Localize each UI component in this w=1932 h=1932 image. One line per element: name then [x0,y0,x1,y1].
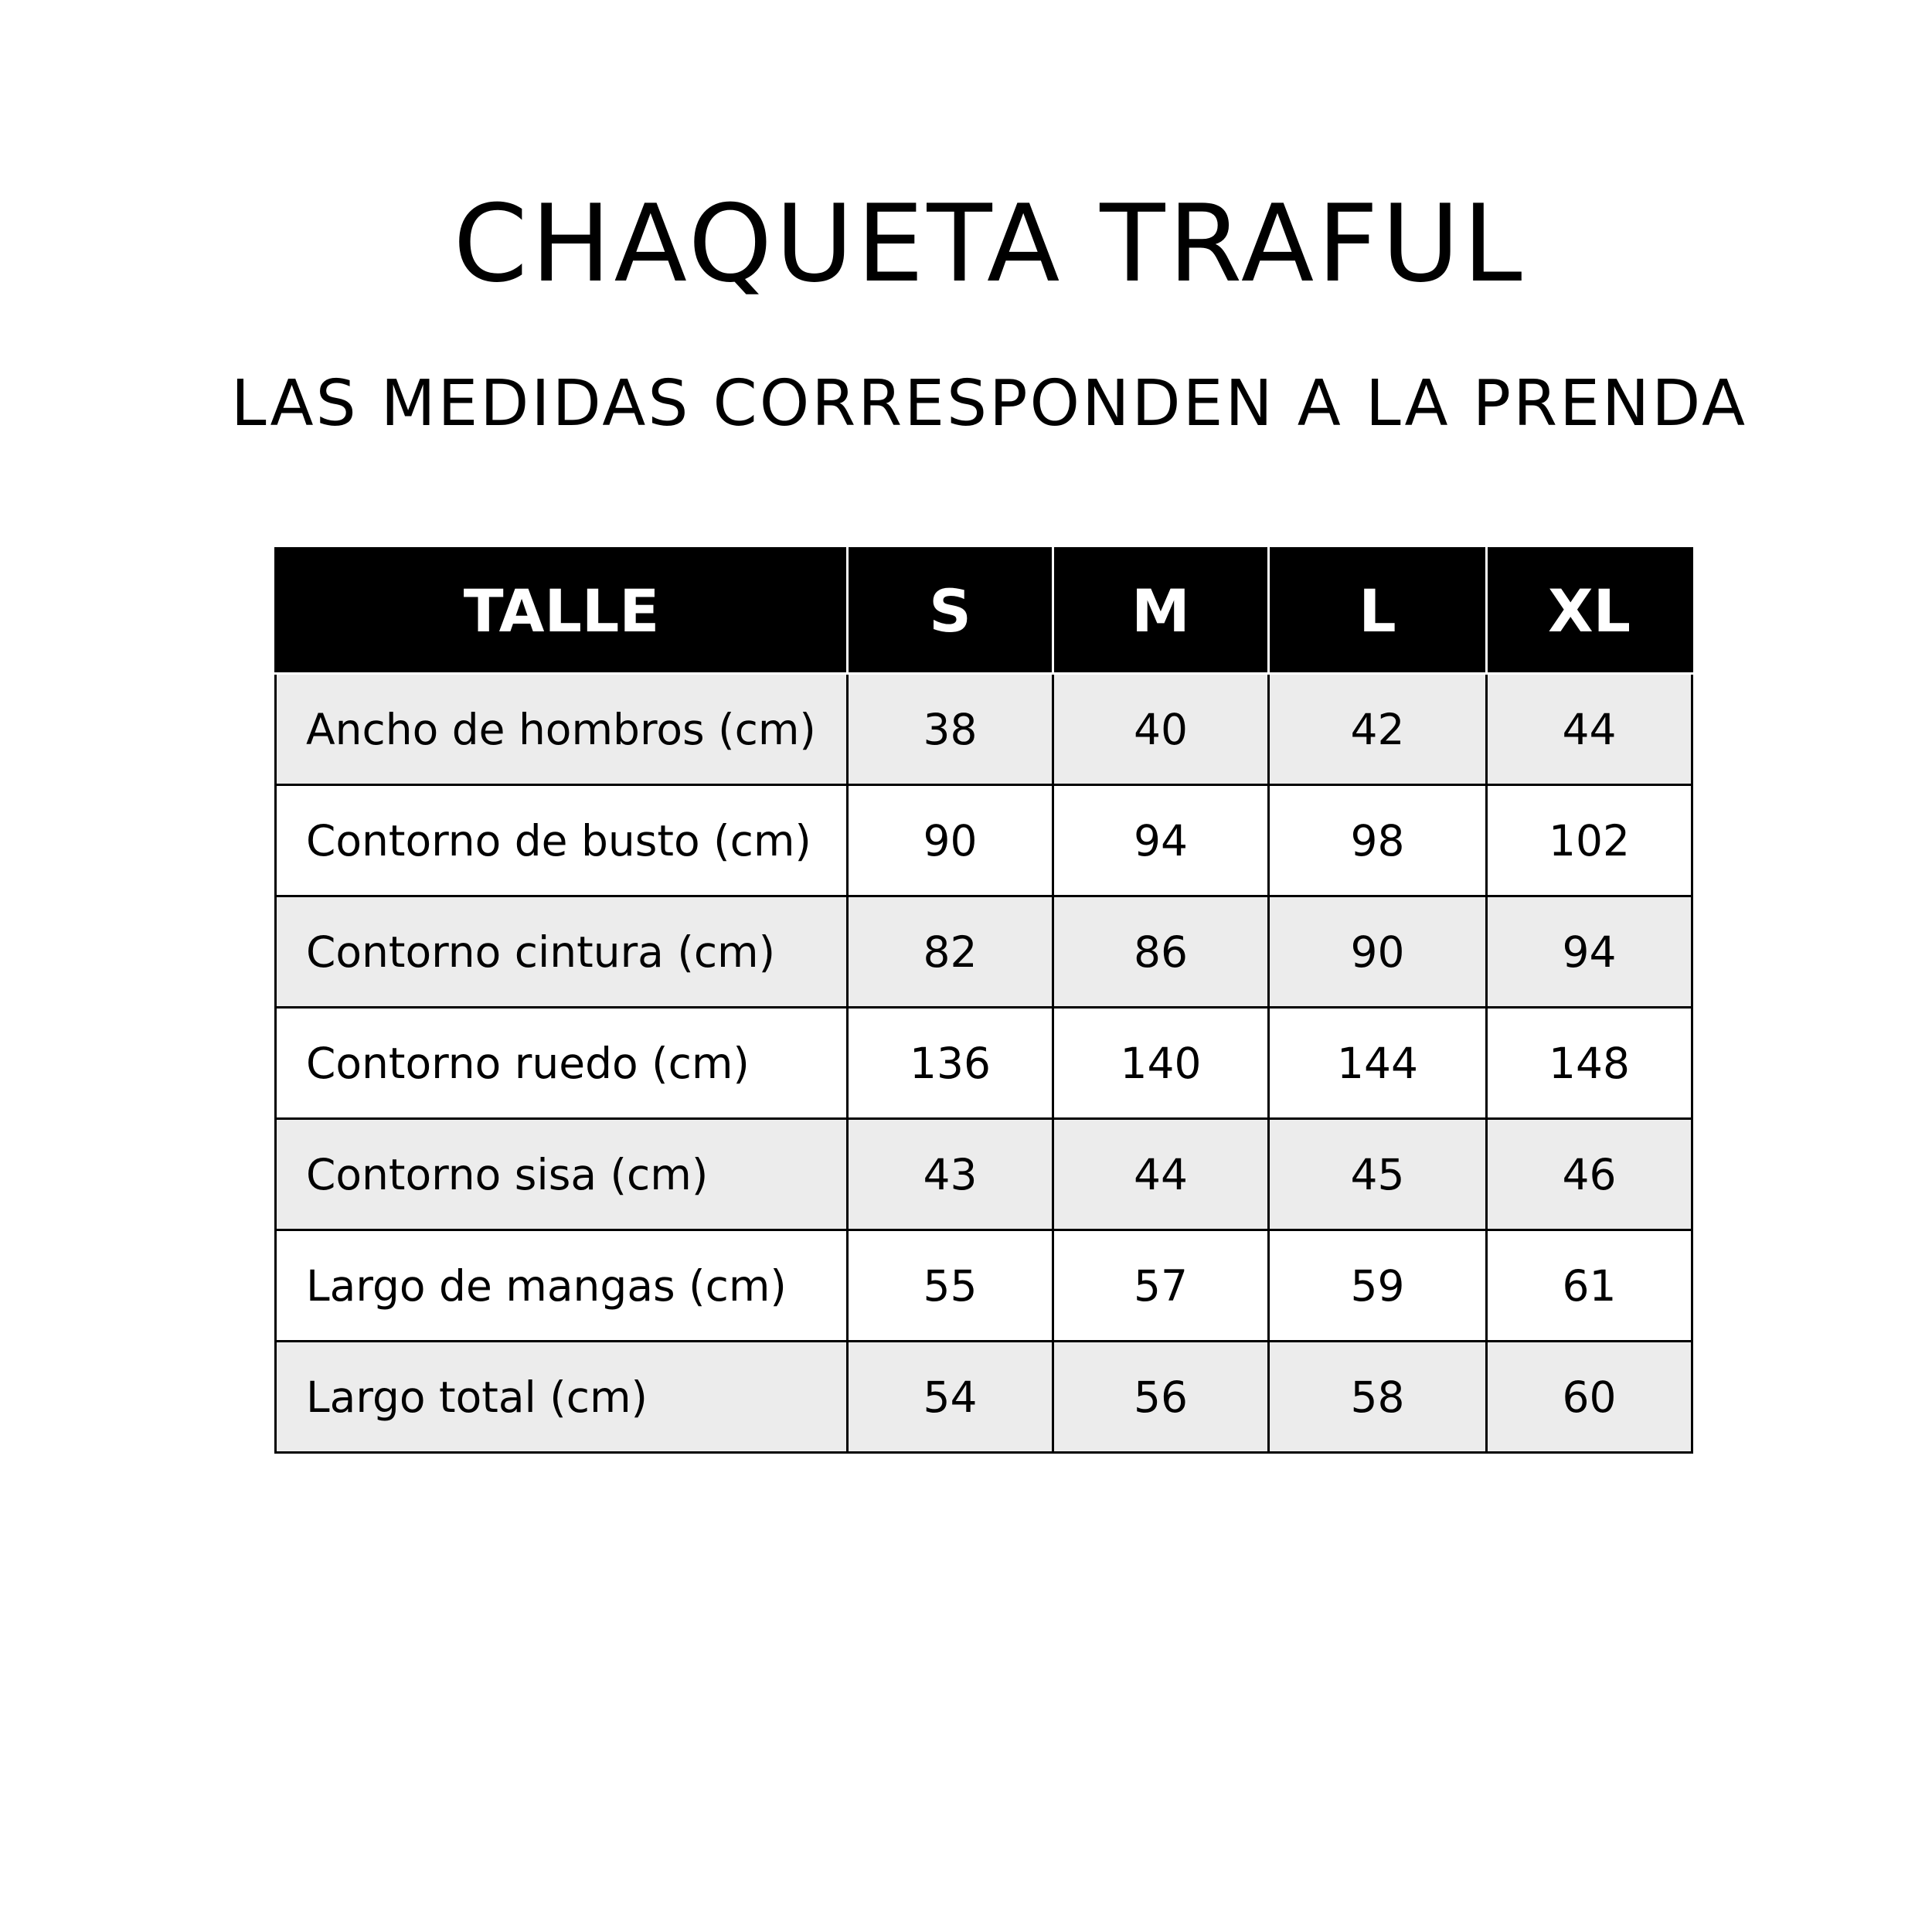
header-talle: TALLE [276,549,848,674]
cell-value: 38 [848,674,1053,785]
row-label: Contorno ruedo (cm) [276,1008,848,1119]
cell-value: 144 [1269,1008,1487,1119]
cell-value: 61 [1487,1230,1692,1342]
cell-value: 56 [1053,1342,1269,1453]
cell-value: 59 [1269,1230,1487,1342]
cell-value: 46 [1487,1119,1692,1230]
cell-value: 90 [1269,896,1487,1008]
cell-value: 58 [1269,1342,1487,1453]
cell-value: 57 [1053,1230,1269,1342]
cell-value: 55 [848,1230,1053,1342]
cell-value: 43 [848,1119,1053,1230]
table-row [276,896,1692,1008]
cell-value: 94 [1487,896,1692,1008]
cell-value: 40 [1053,674,1269,785]
row-label: Ancho de hombros (cm) [276,674,848,785]
row-label: Contorno cintura (cm) [276,896,848,1008]
row-label: Contorno de busto (cm) [276,785,848,896]
size-chart-table [274,547,1693,1454]
table-row [276,1230,1692,1342]
row-label: Largo total (cm) [276,1342,848,1453]
table-row [276,674,1692,785]
table-row [276,785,1692,896]
cell-value: 98 [1269,785,1487,896]
cell-value: 82 [848,896,1053,1008]
cell-value: 102 [1487,785,1692,896]
cell-value: 94 [1053,785,1269,896]
header-size-s: S [848,549,1053,674]
cell-value: 148 [1487,1008,1692,1119]
cell-value: 42 [1269,674,1487,785]
header-size-m: M [1053,549,1269,674]
cell-value: 44 [1487,674,1692,785]
cell-value: 136 [848,1008,1053,1119]
page-subtitle: LAS MEDIDAS CORRESPONDEN A LA PRENDA [230,367,1748,440]
cell-value: 54 [848,1342,1053,1453]
cell-value: 44 [1053,1119,1269,1230]
page-title: CHAQUETA TRAFUL [453,182,1526,306]
row-label: Contorno sisa (cm) [276,1119,848,1230]
header-size-xl: XL [1487,549,1692,674]
cell-value: 86 [1053,896,1269,1008]
cell-value: 140 [1053,1008,1269,1119]
row-label: Largo de mangas (cm) [276,1230,848,1342]
cell-value: 90 [848,785,1053,896]
table-header-row [276,549,1692,674]
cell-value: 60 [1487,1342,1692,1453]
cell-value: 45 [1269,1119,1487,1230]
table-row [276,1119,1692,1230]
table-row [276,1008,1692,1119]
header-size-l: L [1269,549,1487,674]
table-row [276,1342,1692,1453]
